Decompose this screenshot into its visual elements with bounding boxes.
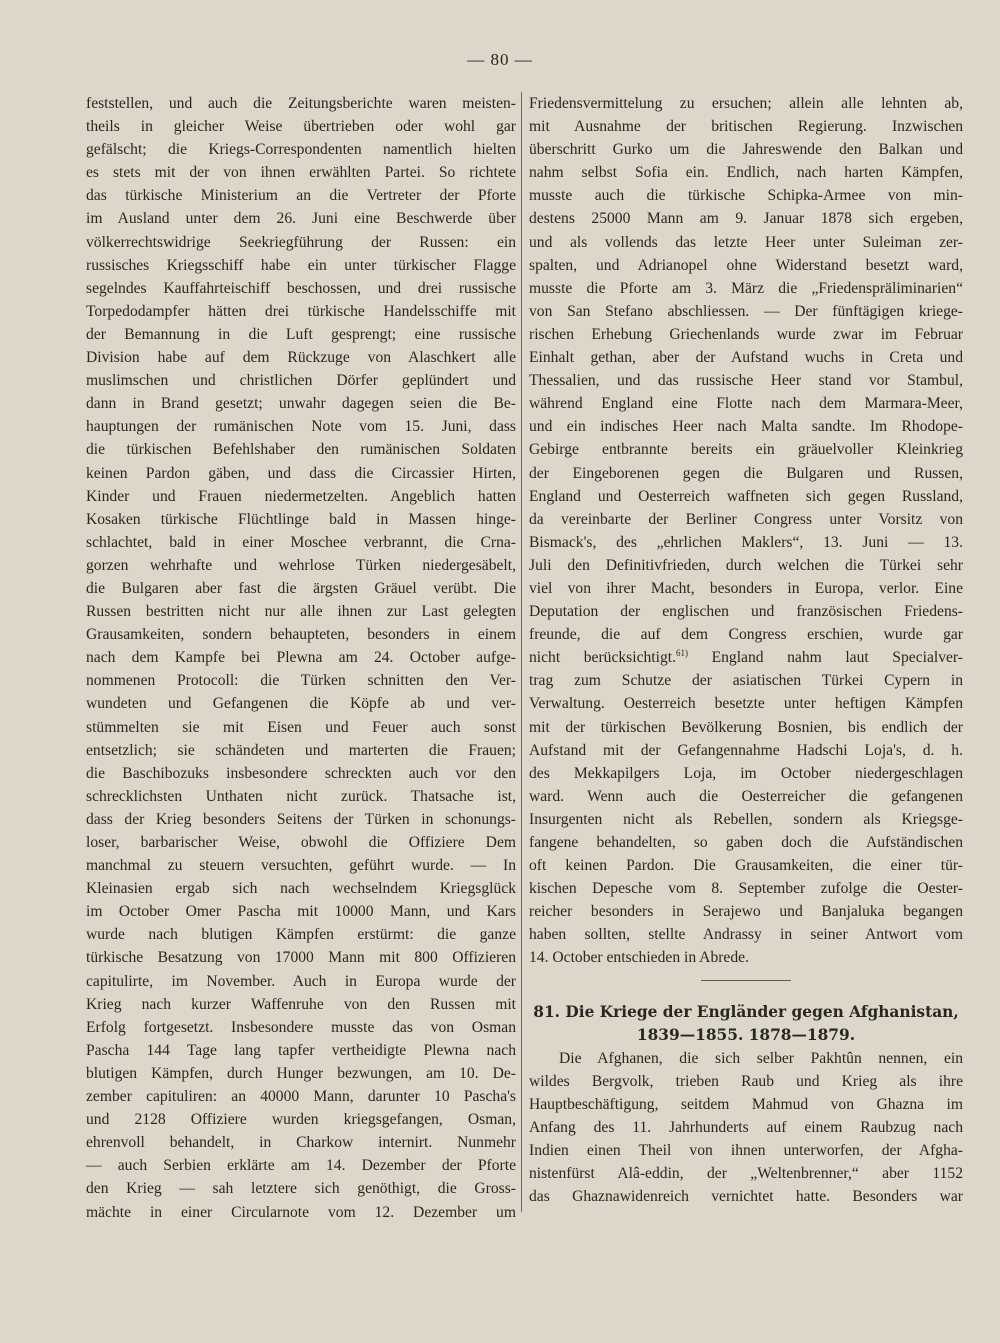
text-line: feststellen, und auch die Zeitungsberichte waren meisten- bbox=[86, 95, 516, 112]
text-line: Grausamkeiten, sondern behaupteten, besonders in einem bbox=[86, 626, 516, 644]
text-line: Die Afghanen, die sich selber Pakhtûn nennen, ein bbox=[559, 1049, 963, 1067]
text-line: nistenfürst Alâ-eddin, der „Weltenbrenner,“ aber 1152 bbox=[529, 1165, 963, 1183]
text-line: mit der türkischen Bevölkerung Bosnien, bis endlich der bbox=[529, 718, 963, 736]
text-line: Juli den Definitivfrieden, durch welchen die Türkei sehr bbox=[529, 556, 963, 574]
text-line: rischen Erhebung Griechenlands wurde zwar im Februar bbox=[529, 325, 963, 343]
text-line: nommenen Protocoll: die Türken schnitten den Ver- bbox=[86, 672, 516, 690]
text-line: keinen Pardon gäben, und dass die Circassier Hirten, bbox=[86, 464, 516, 482]
text-line: von San Stefano abschliessen. — Der fünftägigen kriege- bbox=[529, 302, 963, 320]
text-line: destens 25000 Mann am 9. Januar 1878 sich ergeben, bbox=[529, 210, 963, 228]
text-line: nach dem Kampfe bei Plewna am 24. October aufge- bbox=[86, 649, 516, 667]
text-line: trag zum Schutze der asiatischen Türkei Cypern in bbox=[529, 672, 963, 690]
text-segment: England nahm laut Specialver- bbox=[688, 649, 963, 667]
text-line: Krieg nach kurzer Waffenruhe von den Russen mit bbox=[86, 995, 516, 1013]
text-line: viel von ihrer Macht, besonders in Europa, verlor. Eine bbox=[529, 579, 963, 597]
text-line: Erfolg fortgesetzt. Insbesondere musste das von Osman bbox=[86, 1018, 516, 1036]
text-line: Anfang des 11. Jahrhunderts auf einem Raubzug nach bbox=[529, 1118, 963, 1136]
text-line: kischen Depesche vom 8. September zufolge die Oester- bbox=[529, 880, 963, 898]
text-line: es stets mit der von ihnen erwählten Partei. So richtete bbox=[86, 164, 516, 182]
text-line: völkerrechtswidrige Seekriegführung der Russen: ein bbox=[86, 233, 516, 251]
text-line: der Bemannung in die Luft gesprengt; eine russische bbox=[86, 325, 516, 343]
text-line: im Ausland unter dem 26. Juni eine Beschwerde über bbox=[86, 210, 516, 228]
text-line: des Mekkapilgers Loja, im October niedergeschlagen bbox=[529, 764, 963, 782]
text-line: gefälscht; die Kriegs-Correspondenten namentlich hielten bbox=[86, 141, 516, 159]
text-line: haben sollten, stellte Andrassy in seiner Antwort vom bbox=[529, 926, 963, 944]
text-line: dass der Krieg besonders Seitens der Türken in schonungs- bbox=[86, 810, 516, 828]
right-column bbox=[529, 92, 963, 1208]
text-line: fangene behandelten, so gaben doch die Aufständischen bbox=[529, 834, 963, 851]
text-segment: nicht berücksichtigt. bbox=[529, 649, 676, 667]
text-line: Kosaken türkische Flüchtlinge bald in Massen hinge- bbox=[86, 510, 516, 528]
text-line: Einhalt gethan, aber der Aufstand wuchs in Creta und bbox=[529, 349, 963, 367]
text-line: England und Oesterreich waffneten sich gegen Russland, bbox=[529, 487, 963, 505]
text-line: gorzen wehrhafte und wehrlose Türken niedergesäbelt, bbox=[86, 556, 516, 574]
text-line: Kinder und Frauen niedermetzelten. Angeblich hatten bbox=[86, 487, 516, 505]
text-line: überschritt Gurko um die Jahreswende den Balkan und bbox=[529, 141, 963, 159]
text-line: da vereinbarte der Berliner Congress unter Vorsitz von bbox=[529, 510, 963, 528]
text-line: das türkische Ministerium an die Vertreter der Pforte bbox=[86, 187, 516, 205]
heading-line: 1839—1855. 1878—1879. bbox=[636, 1025, 856, 1044]
text-line: die türkischen Befehlshaber den rumänischen Soldaten bbox=[86, 441, 516, 459]
heading-line: 81. Die Kriege der Engländer gegen Afghanistan, bbox=[533, 1002, 959, 1021]
text-line: russisches Kriegsschiff habe ein unter türkischer Flagge bbox=[86, 256, 516, 274]
text-line: Indien einen Theil von ihnen unterworfen, der Afgha- bbox=[529, 1141, 963, 1159]
text-line: schlachtet, bald in einer Moschee verbrannt, die Crna- bbox=[86, 533, 516, 551]
text-line: und ein indisches Heer nach Malta sandte. Im Rhodope- bbox=[529, 418, 963, 436]
text-line: theils in gleicher Weise übertrieben oder wohl gar bbox=[86, 118, 516, 136]
text-line: entsetzlich; sie schändeten und marterten die Frauen; bbox=[86, 741, 516, 759]
text-line: Torpedodampfer hätten drei türkische Handelsschiffe mit bbox=[86, 302, 516, 320]
text-line: Division habe auf dem Rückzuge von Alaschkert alle bbox=[86, 349, 516, 367]
text-line: musste auch die türkische Schipka-Armee von min- bbox=[529, 187, 963, 205]
text-line: während England eine Flotte nach dem Marmara-Meer, bbox=[529, 395, 963, 413]
text-line: Pascha 144 Tage lang tapfer vertheidigte Plewna nach bbox=[86, 1041, 516, 1059]
text-line: im October Omer Pascha mit 10000 Mann, und Kars bbox=[86, 903, 516, 921]
footnote-marker[interactable]: 61) bbox=[676, 648, 688, 659]
text-line: segelndes Kauffahrteischiff beschossen, und drei russische bbox=[86, 279, 516, 297]
text-line: 14. October entschieden in Abrede. bbox=[529, 949, 749, 967]
text-line: schrecklichsten Unthaten nicht zurück. Thatsache ist, bbox=[86, 787, 516, 805]
text-line: spalten, und Adrianopel ohne Widerstand besetzt ward, bbox=[529, 256, 963, 274]
text-line: muslimschen und christlichen Dörfer geplündert und bbox=[86, 372, 516, 390]
text-line: Kleinasien ergab sich nach wechselndem Kriegsglück bbox=[86, 880, 516, 898]
text-line: — auch Serbien erklärte am 14. Dezember der Pforte bbox=[86, 1157, 516, 1175]
text-line: Thessalien, und das russische Heer stand vor Stambul, bbox=[529, 372, 963, 390]
column-divider bbox=[521, 92, 522, 1212]
text-line: stümmelten sie mit Eisen und Feuer auch sonst bbox=[86, 718, 516, 736]
section-divider bbox=[701, 980, 791, 981]
text-line: ward. Wenn auch die Oesterreicher die gefangenen bbox=[529, 787, 963, 805]
text-line: Hauptbeschäftigung, seitdem Mahmud von Ghazna im bbox=[529, 1095, 963, 1113]
text-line: Deputation der englischen und französischen Friedens- bbox=[529, 603, 963, 621]
text-line: die Bulgaren aber fast die ärgsten Gräuel verübt. Die bbox=[86, 579, 516, 597]
text-line: Insurgenten nicht als Rebellen, sondern als Kriegsge- bbox=[529, 810, 963, 828]
text-line: hauptungen der rumänischen Note vom 15. Juni, dass bbox=[86, 418, 516, 436]
text-line-with-footnote bbox=[529, 646, 963, 669]
text-line: den Krieg — sah letztere sich genöthigt, die Gross- bbox=[86, 1180, 516, 1198]
text-line: wildes Bergvolk, trieben Raub und Krieg als ihre bbox=[529, 1072, 963, 1090]
text-line: und als vollends das letzte Heer unter Suleiman zer- bbox=[529, 233, 963, 251]
text-line: Verwaltung. Oesterreich besetzte unter heftigen Kämpfen bbox=[529, 695, 963, 713]
text-line: Russen bestritten nicht nur alle ihnen zur Last gelegten bbox=[86, 603, 516, 621]
text-line: zember capituliren: an 40000 Mann, darunter 10 Pascha's bbox=[86, 1088, 516, 1106]
text-line: mächte in einer Circularnote vom 12. Dezember um bbox=[86, 1203, 516, 1221]
text-line: Aufstand mit der Gefangennahme Hadschi Loja's, d. h. bbox=[529, 741, 963, 759]
text-line: manchmal zu steuern versuchten, geführt wurde. — In bbox=[86, 857, 516, 875]
text-line: blutigen Kämpfen, durch Hunger bezwungen, am 10. De- bbox=[86, 1064, 516, 1082]
text-line: nahm selbst Sofia ein. Endlich, nach harten Kämpfen, bbox=[529, 164, 963, 182]
text-line: ehrenvoll behandelt, in Charkow internirt. Nunmehr bbox=[86, 1134, 516, 1152]
text-line: capitulirte, im November. Auch in Europa wurde der bbox=[86, 972, 516, 990]
text-line: reicher besonders in Serajewo und Banjaluka begangen bbox=[529, 903, 963, 921]
text-line: und 2128 Offiziere wurden kriegsgefangen, Osman, bbox=[86, 1111, 516, 1129]
text-line: Friedensvermittelung zu ersuchen; allein alle lehnten ab, bbox=[529, 95, 963, 112]
text-line: wundeten und Gefangenen die Köpfe ab und ver- bbox=[86, 695, 516, 713]
page-number: — 80 — bbox=[467, 50, 533, 69]
text-line: mit Ausnahme der britischen Regierung. Inzwischen bbox=[529, 118, 963, 136]
text-line: dann in Brand gesetzt; unwahr dagegen seien die Be- bbox=[86, 395, 516, 413]
text-line: das Ghaznawidenreich vernichtet hatte. Besonders war bbox=[529, 1188, 963, 1206]
text-line: der Eingeborenen gegen die Bulgaren und Russen, bbox=[529, 464, 963, 482]
text-line: freunde, die auf dem Congress erschien, wurde gar bbox=[529, 626, 963, 644]
text-line: türkische Besatzung von 17000 Mann mit 800 Offizieren bbox=[86, 949, 516, 967]
text-line: musste die Pforte am 3. März die „Friedenspräliminarien“ bbox=[529, 279, 963, 297]
text-line: die Baschibozuks insbesondere schreckten auch vor den bbox=[86, 764, 516, 782]
text-line: Bismack's, des „ehrlichen Maklers“, 13. Juni — 13. bbox=[529, 533, 963, 551]
section-heading bbox=[529, 1001, 963, 1047]
left-column bbox=[86, 92, 516, 1224]
text-line: loser, barbarischer Weise, obwohl die Offiziere Dem bbox=[86, 834, 516, 851]
text-line: wurde nach blutigen Kämpfen erstürmt: die ganze bbox=[86, 926, 516, 944]
text-line: Gebirge entbrannte bereits ein gräuelvoller Kleinkrieg bbox=[529, 441, 963, 459]
text-line: oft keinen Pardon. Die Grausamkeiten, die einer tür- bbox=[529, 857, 963, 875]
